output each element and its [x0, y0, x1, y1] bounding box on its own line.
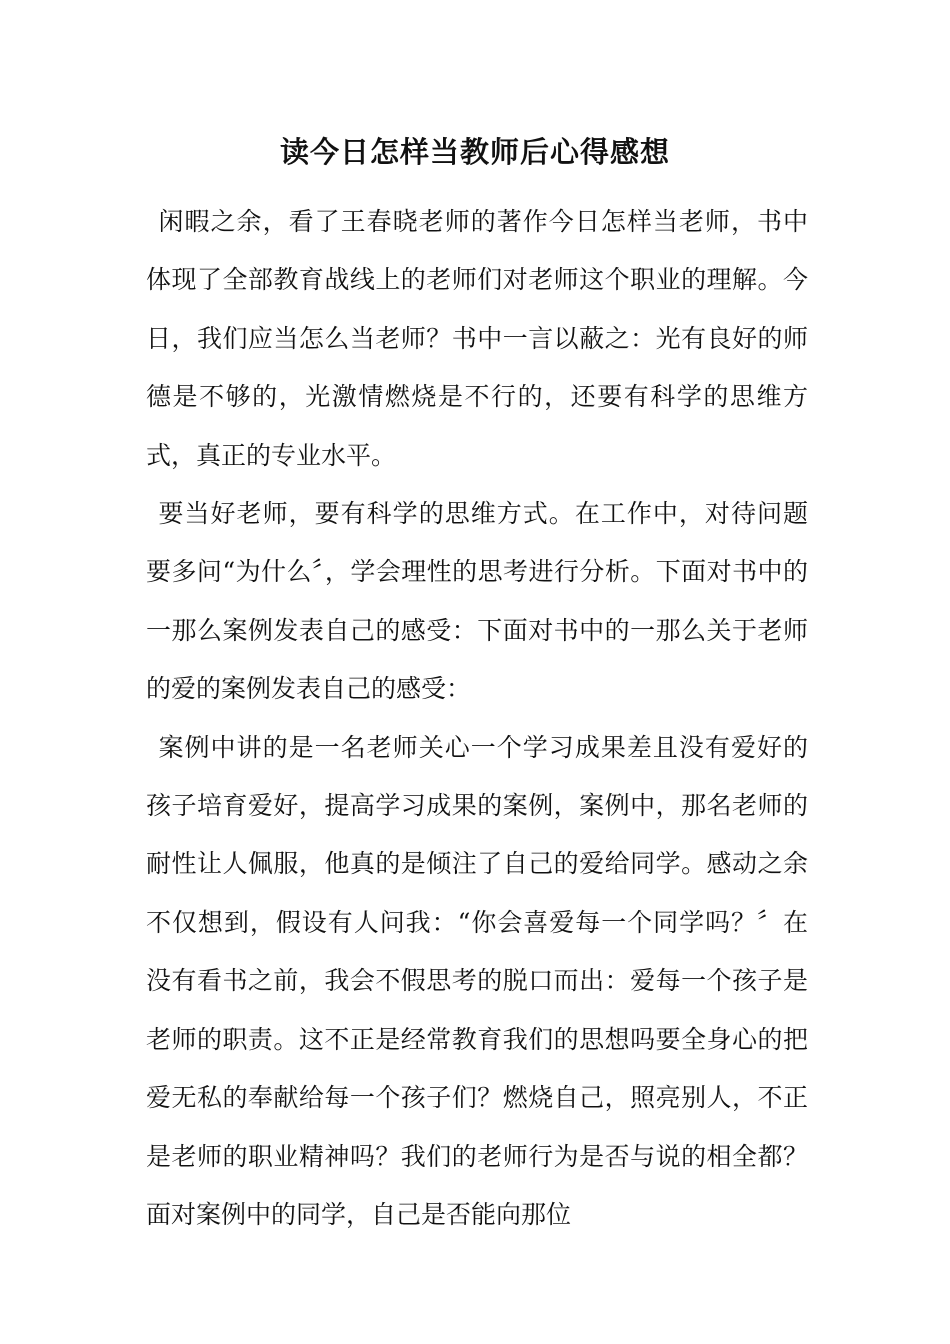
paragraph-1: 闲暇之余，看了王春晓老师的著作今日怎样当老师，书中体现了全部教育战线上的老师们对老师这个职业的理解。今日，我们应当怎么当老师？书中一言以蔽之：光有良好的师德是不够的，光激情燃烧是不行的，还要有科学的思维方式，真正的专业水平。	[146, 207, 808, 470]
document-title: 读今日怎样当教师后心得感想	[279, 135, 670, 169]
paragraph-3: 案例中讲的是一名老师关心一个学习成果差且没有爱好的孩子培育爱好，提高学习成果的案例，案例中，那名老师的耐性让人佩服，他真的是倾注了自己的爱给同学。感动之余不仅想到，假设有人问我：“你会喜爱每一个同学吗？〞在没有看书之前，我会不假思考的脱口而出：爱每一个孩子是老师的职责。这不正是经常教育我们的思想吗要全身心的把爱无私的奉献给每一个孩子们？燃烧自己，照亮别人，不正是老师的职业精神吗？我们的老师行为是否与说的相全都？面对案例中的同学，自己是否能向那位	[146, 732, 808, 1229]
paragraph-2: 要当好老师，要有科学的思维方式。在工作中，对待问题要多问“为什么〞，学会理性的思考进行分析。下面对书中的一那么案例发表自己的感受：下面对书中的一那么关于老师的爱的案例发表自己的感受：	[146, 499, 808, 704]
document-body	[146, 193, 808, 1244]
